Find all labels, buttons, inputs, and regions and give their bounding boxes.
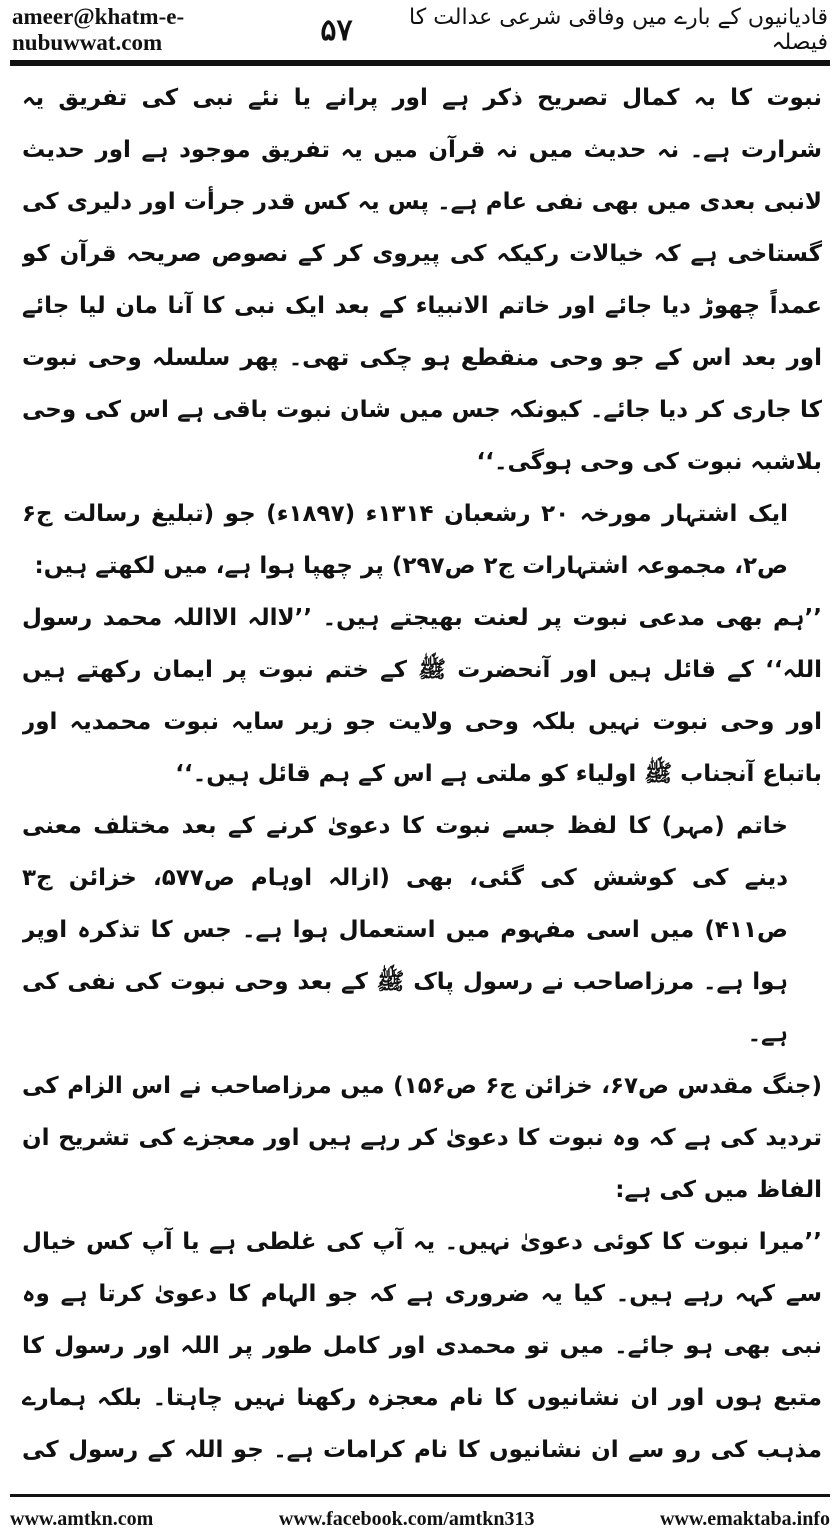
paragraph: نبوت کا بہ کمال تصریح ذکر ہے اور پرانے یا نئے نبی کی تفریق یہ شرارت ہے۔ نہ حدیث میں نہ قرآن میں یہ تفریق موجود ہے اور حدیث لانبی بعدی میں بھی نفی عام ہے۔ پس یہ کس قدر جرأت اور دلیری کی گستاخی ہے کہ خیالات رکیکہ کی پیروی کر کے نصوص صریحہ قرآن کو عمداً چھوڑ دیا جائے اور خاتم الانبیاء کے بعد ایک نبی کا آنا مان لیا جائے اور بعد اس کے جو وحی منقطع ہو چکی تھی۔ پھر سلسلہ وحی نبوت کا جاری کر دیا جائے۔ کیونکہ جس میں شان نبوت باقی ہے اس کی وحی بلاشبہ نبوت کی وحی ہوگی۔‘‘ bbox=[22, 85, 822, 475]
footer-rule bbox=[10, 1494, 830, 1497]
header-rule bbox=[10, 60, 830, 66]
header-right bbox=[320, 5, 828, 55]
header-email: ameer@khatm-e-nubuwwat.com bbox=[12, 4, 185, 55]
footer-link-facebook: www.facebook.com/amtkn313 bbox=[278, 1507, 535, 1530]
paragraph: خاتم (مہر) کا لفظ جسے نبوت کا دعویٰ کرنے کے بعد مختلف معنی دینے کی کوشش کی گئی، بھی (ازالہ اوہام ص۵۷۷، خزائن ج۳ ص۴۱۱) میں اسی مفہوم میں استعمال ہوا ہے۔ جس کا تذکرہ اوپر ہوا ہے۔ مرزاصاحب نے رسول پاک ﷺ کے بعد وحی نبوت کی نفی کی ہے۔ bbox=[22, 813, 788, 1047]
footer-link-emaktaba: www.emaktaba.info bbox=[659, 1507, 830, 1530]
page-number: ۵۷ bbox=[320, 12, 353, 48]
quote-paragraph: ’’میرا نبوت کا کوئی دعویٰ نہیں۔ یہ آپ کی غلطی ہے یا آپ کس خیال سے کہہ رہے ہیں۔ کیا یہ ضروری ہے کہ جو الہام کا دعویٰ کرتا ہے وہ نبی بھی ہو جائے۔ میں تو محمدی اور کامل طور پر اللہ اور رسول کا متبع ہوں اور ان نشانیوں کا نام معجزہ رکھنا نہیں چاہتا۔ بلکہ ہمارے مذہب کی رو سے ان نشانیوں کا نام کرامات ہے۔ جو اللہ کے رسول کی bbox=[22, 1229, 822, 1463]
page-body bbox=[22, 72, 822, 1484]
footer-link-amtkn: www.amtkn.com bbox=[10, 1507, 154, 1530]
page-footer bbox=[10, 1504, 830, 1534]
quote-paragraph: ’’ہم بھی مدعی نبوت پر لعنت بھیجتے ہیں۔ ’’لاالہ الااللہ محمد رسول اللہ‘‘ کے قائل ہیں اور آنحضرت ﷺ کے ختم نبوت پر ایمان رکھتے ہیں اور وحی نبوت نہیں بلکہ وحی ولایت جو زیر سایہ نبوت محمدیہ اور باتباع آنجناب ﷺ اولیاء کو ملتی ہے اس کے ہم قائل ہیں۔‘‘ bbox=[22, 605, 822, 787]
page-header bbox=[12, 4, 828, 55]
paragraph: (جنگ مقدس ص۶۷، خزائن ج۶ ص۱۵۶) میں مرزاصاحب نے اس الزام کی تردید کی ہے کہ وہ نبوت کا دعویٰ کر رہے ہیں اور معجزے کی تشریح ان الفاظ میں کی ہے: bbox=[22, 1073, 822, 1203]
book-title: قادیانیوں کے بارے میں وفاقی شرعی عدالت کا فیصلہ bbox=[409, 5, 828, 55]
paragraph: ایک اشتہار مورخہ ۲۰ رشعبان ۱۳۱۴ء (۱۸۹۷ء) جو (تبلیغ رسالت ج۶ ص۲، مجموعہ اشتہارات ج۲ ص۲۹۷) پر چھپا ہوا ہے، میں لکھتے ہیں: bbox=[22, 501, 789, 579]
